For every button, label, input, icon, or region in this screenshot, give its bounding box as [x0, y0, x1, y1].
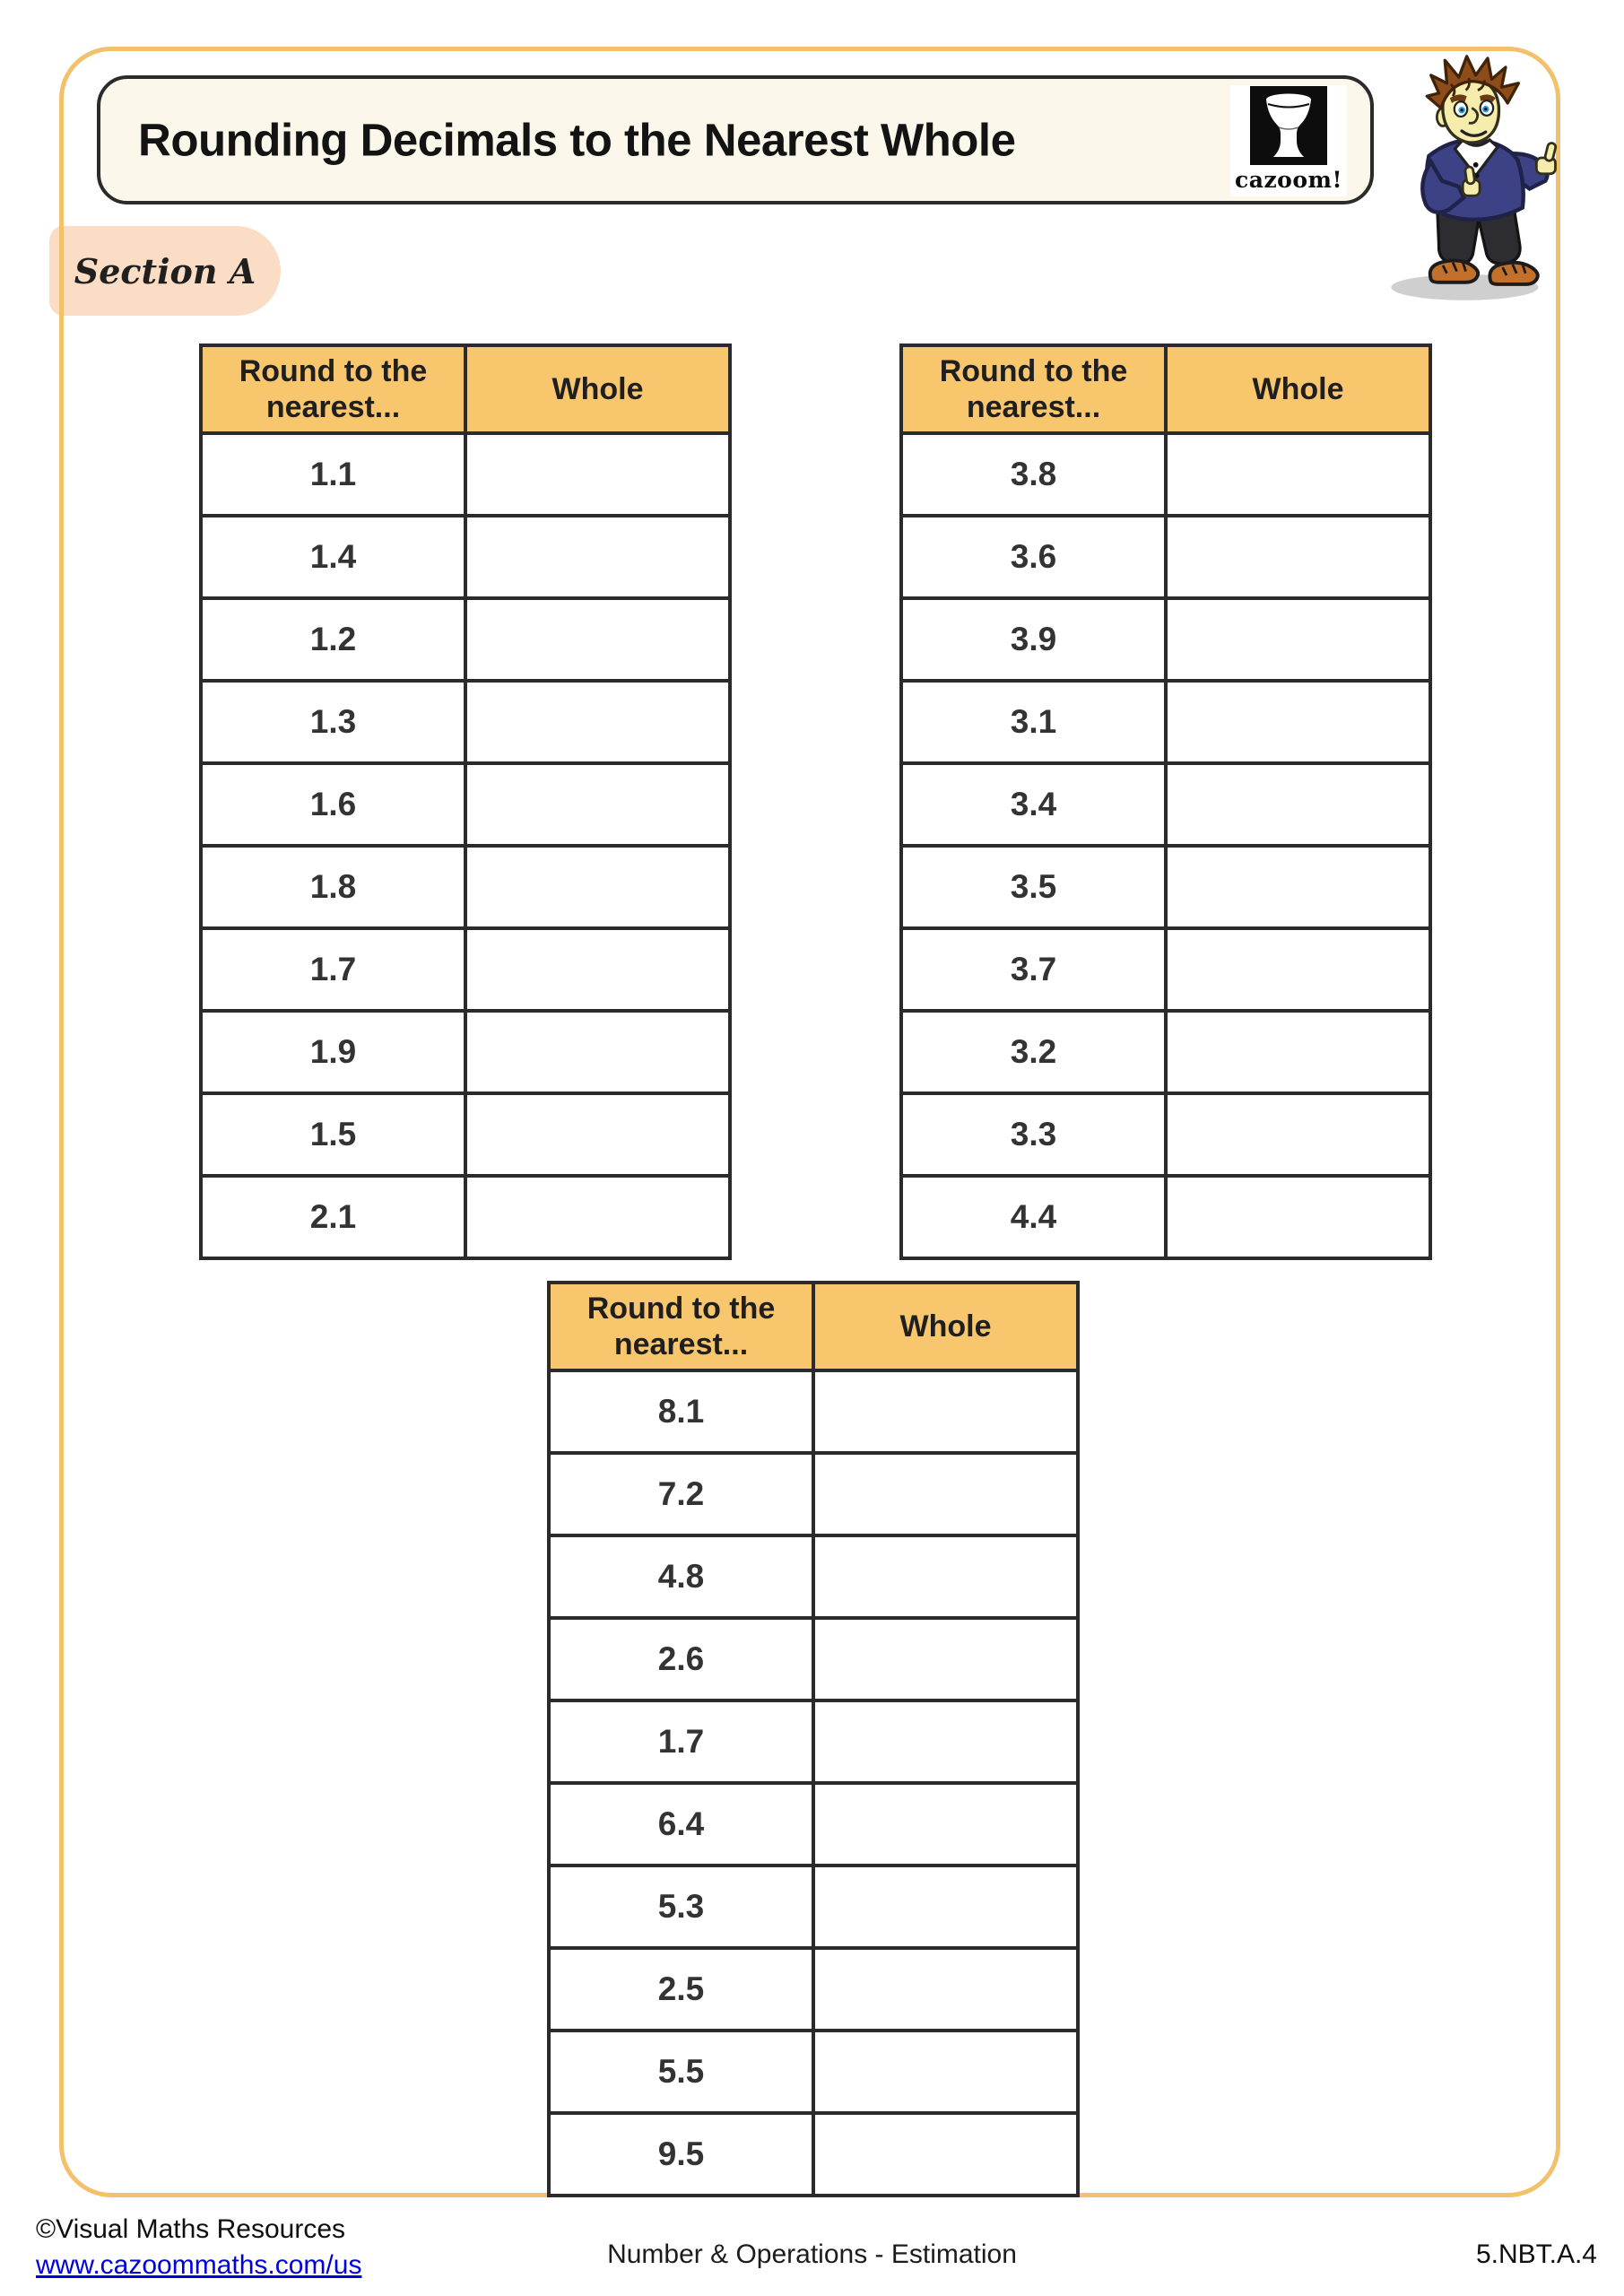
- decimal-value-cell: 9.5: [549, 2113, 813, 2196]
- copyright-text: ©Visual Maths Resources: [36, 2214, 346, 2244]
- table-row: [901, 1093, 1430, 1176]
- decimal-value-cell: 5.5: [549, 2031, 813, 2113]
- decimal-value-cell: 1.3: [201, 681, 465, 763]
- table-header-row: [549, 1283, 1078, 1370]
- decimal-value-cell: 1.6: [201, 763, 465, 846]
- table-row: [549, 1370, 1078, 1453]
- answer-cell[interactable]: [813, 1948, 1078, 2031]
- table-row: [549, 1866, 1078, 1948]
- table-row: [901, 681, 1430, 763]
- decimal-value-cell: 1.7: [201, 928, 465, 1011]
- column-header-whole: Whole: [465, 345, 730, 433]
- table-header-row: [901, 345, 1430, 433]
- title-box: [97, 75, 1374, 204]
- answer-cell[interactable]: [813, 2113, 1078, 2196]
- answer-cell[interactable]: [1166, 1011, 1430, 1093]
- decimal-value-cell: 2.1: [201, 1176, 465, 1258]
- decimal-value-cell: 1.7: [549, 1700, 813, 1783]
- table-row: [901, 598, 1430, 681]
- answer-cell[interactable]: [465, 763, 730, 846]
- table-row: [201, 516, 730, 598]
- answer-cell[interactable]: [465, 928, 730, 1011]
- answer-cell[interactable]: [465, 598, 730, 681]
- table-row: [901, 846, 1430, 928]
- decimal-value-cell: 3.5: [901, 846, 1166, 928]
- answer-cell[interactable]: [465, 681, 730, 763]
- page-title: Rounding Decimals to the Nearest Whole: [138, 114, 1016, 166]
- answer-cell[interactable]: [813, 2031, 1078, 2113]
- drum-icon: [1249, 85, 1328, 166]
- answer-cell[interactable]: [1166, 928, 1430, 1011]
- answer-cell[interactable]: [813, 1618, 1078, 1700]
- table-row: [901, 1176, 1430, 1258]
- rounding-table-2: [899, 344, 1432, 1260]
- answer-cell[interactable]: [465, 1011, 730, 1093]
- answer-cell[interactable]: [465, 1093, 730, 1176]
- table-row: [201, 681, 730, 763]
- table-row: [549, 1453, 1078, 1535]
- answer-cell[interactable]: [1166, 1176, 1430, 1258]
- decimal-value-cell: 7.2: [549, 1453, 813, 1535]
- answer-cell[interactable]: [813, 1783, 1078, 1866]
- table-row: [201, 1011, 730, 1093]
- column-header-round: Round to the nearest...: [901, 345, 1166, 433]
- table-row: [201, 846, 730, 928]
- answer-cell[interactable]: [465, 846, 730, 928]
- answer-cell[interactable]: [813, 1866, 1078, 1948]
- answer-cell[interactable]: [1166, 1093, 1430, 1176]
- rounding-table-3: [547, 1281, 1080, 2197]
- answer-cell[interactable]: [1166, 846, 1430, 928]
- table-row: [901, 763, 1430, 846]
- decimal-value-cell: 1.1: [201, 433, 465, 516]
- decimal-value-cell: 4.8: [549, 1535, 813, 1618]
- table-header-row: [201, 345, 730, 433]
- answer-cell[interactable]: [1166, 433, 1430, 516]
- table-row: [549, 1948, 1078, 2031]
- table-row: [201, 928, 730, 1011]
- answer-cell[interactable]: [813, 1700, 1078, 1783]
- table-row: [549, 2031, 1078, 2113]
- decimal-value-cell: 3.8: [901, 433, 1166, 516]
- table-row: [549, 2113, 1078, 2196]
- decimal-value-cell: 8.1: [549, 1370, 813, 1453]
- table-row: [201, 598, 730, 681]
- decimal-value-cell: 3.4: [901, 763, 1166, 846]
- table-row: [201, 433, 730, 516]
- decimal-value-cell: 3.6: [901, 516, 1166, 598]
- table-row: [201, 1093, 730, 1176]
- decimal-value-cell: 3.1: [901, 681, 1166, 763]
- decimal-value-cell: 3.2: [901, 1011, 1166, 1093]
- decimal-value-cell: 2.6: [549, 1618, 813, 1700]
- decimal-value-cell: 4.4: [901, 1176, 1166, 1258]
- answer-cell[interactable]: [1166, 516, 1430, 598]
- decimal-value-cell: 1.4: [201, 516, 465, 598]
- answer-cell[interactable]: [465, 433, 730, 516]
- table-row: [201, 763, 730, 846]
- table-row: [201, 1176, 730, 1258]
- decimal-value-cell: 5.3: [549, 1866, 813, 1948]
- rounding-table-1: [199, 344, 732, 1260]
- standard-code: 5.NBT.A.4: [1475, 2239, 1597, 2269]
- table-row: [549, 1783, 1078, 1866]
- column-header-whole: Whole: [1166, 345, 1430, 433]
- decimal-value-cell: 3.9: [901, 598, 1166, 681]
- table-row: [901, 928, 1430, 1011]
- decimal-value-cell: 1.2: [201, 598, 465, 681]
- answer-cell[interactable]: [1166, 763, 1430, 846]
- table-row: [901, 516, 1430, 598]
- website-link[interactable]: www.cazoommaths.com/us: [36, 2249, 362, 2280]
- cazoom-logo: [1230, 85, 1347, 196]
- decimal-value-cell: 2.5: [549, 1948, 813, 2031]
- column-header-round: Round to the nearest...: [201, 345, 465, 433]
- decimal-value-cell: 1.5: [201, 1093, 465, 1176]
- table-row: [549, 1535, 1078, 1618]
- answer-cell[interactable]: [813, 1535, 1078, 1618]
- answer-cell[interactable]: [465, 516, 730, 598]
- table-row: [901, 433, 1430, 516]
- column-header-whole: Whole: [813, 1283, 1078, 1370]
- table-row: [549, 1700, 1078, 1783]
- decimal-value-cell: 6.4: [549, 1783, 813, 1866]
- decimal-value-cell: 1.8: [201, 846, 465, 928]
- table-row: [549, 1618, 1078, 1700]
- answer-cell[interactable]: [1166, 681, 1430, 763]
- answer-cell[interactable]: [1166, 598, 1430, 681]
- column-header-round: Round to the nearest...: [549, 1283, 813, 1370]
- answer-cell[interactable]: [813, 1370, 1078, 1453]
- table-row: [901, 1011, 1430, 1093]
- section-label: Section A: [74, 250, 256, 291]
- decimal-value-cell: 3.3: [901, 1093, 1166, 1176]
- footer-category: Number & Operations - Estimation: [607, 2239, 1017, 2269]
- answer-cell[interactable]: [813, 1453, 1078, 1535]
- boy-thumbs-up-mascot: [1379, 50, 1578, 301]
- logo-wordmark: cazoom!: [1235, 167, 1342, 193]
- decimal-value-cell: 3.7: [901, 928, 1166, 1011]
- decimal-value-cell: 1.9: [201, 1011, 465, 1093]
- answer-cell[interactable]: [465, 1176, 730, 1258]
